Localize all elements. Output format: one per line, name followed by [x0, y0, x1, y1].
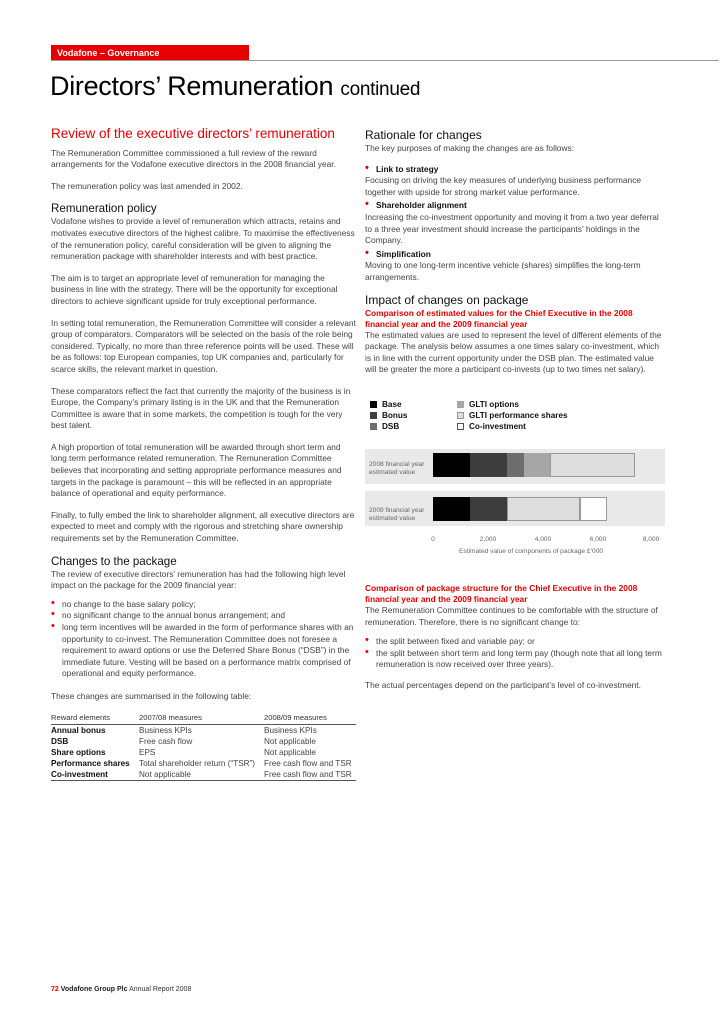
- page-footer: [51, 986, 191, 993]
- paragraph: The actual percentages depend on the participant’s level of co-investment.: [365, 679, 641, 690]
- paragraph: Finally, to fully embed the link to shareholder alignment, all executive directors are expected to meet and comply with the rigorous and stretching share ownership requirements set by the Remuneration Committee.: [51, 509, 355, 544]
- legend-item-glti-options: [457, 399, 519, 410]
- reason-title: • Link to strategy: [365, 164, 667, 176]
- legend-swatch: [370, 412, 377, 419]
- bar-segment-glti-performance-shares: [507, 497, 581, 521]
- measures-table: [51, 712, 356, 782]
- structure-heading: Comparison of package structure for the Chief Executive in the 2008 financial year and the 2009 financial year: [365, 583, 638, 604]
- table-cell: Annual bonus: [51, 726, 106, 736]
- page-title: [50, 71, 420, 102]
- bar-segment-co-investment: [580, 497, 607, 521]
- paragraph: The remuneration policy was last amended in 2002.: [51, 180, 243, 191]
- legend-swatch: [457, 401, 464, 408]
- x-tick-label: 4,000: [534, 536, 552, 543]
- paragraph: These changes are summarised in the following table:: [51, 690, 252, 701]
- legend-label: DSB: [382, 422, 400, 431]
- legend-label: Co-investment: [469, 422, 526, 431]
- table-cell: Performance shares: [51, 759, 130, 769]
- x-tick-label: 6,000: [589, 536, 607, 543]
- legend-label: GLTI performance shares: [469, 411, 568, 420]
- changes-list: [51, 599, 356, 680]
- right-column: [365, 129, 667, 386]
- footer-report: Annual Report 2008: [129, 986, 192, 993]
- bar-segment-base: [433, 453, 470, 477]
- right-column-lower: [365, 583, 667, 702]
- table-row: [51, 769, 356, 781]
- table-header-row: [51, 712, 356, 725]
- bar-segment-base: [433, 497, 470, 521]
- table-cell: Business KPIs: [264, 726, 317, 736]
- table-cell: Free cash flow and TSR: [264, 770, 352, 780]
- page-number: 72: [51, 986, 59, 993]
- paragraph: Vodafone wishes to provide a level of remuneration which attracts, retains and motivates executive directors of the highest calibre. To maximise the effectiveness of the remuneration policy, careful consideration will be given to aligning the remuneration package with shareholder interests and with best practice.: [51, 216, 355, 262]
- list-item: • no change to the base salary policy;: [51, 599, 356, 611]
- table-cell: Share options: [51, 748, 106, 758]
- list-item: • the split between fixed and variable pay; or: [365, 636, 667, 648]
- paragraph: These comparators reflect the fact that currently the majority of the business is in Europe, the Company’s primary listing is in the UK and that the Remuneration Committee is aware that in some markets, the competition is tough for the very best talent.: [51, 385, 351, 431]
- table-cell: Co-investment: [51, 770, 108, 780]
- bar-segment-dsb: [507, 453, 525, 477]
- bar-segment-bonus: [470, 453, 507, 477]
- table-row: [51, 758, 356, 769]
- footer-company: Vodafone Group Plc: [60, 986, 128, 993]
- legend-item-base: [370, 399, 402, 410]
- review-heading: Review of the executive directors’ remuneration: [51, 126, 335, 141]
- policy-heading: Remuneration policy: [51, 202, 157, 216]
- paragraph: In setting total remuneration, the Remuneration Committee will consider a relevant group of comparators. Comparators will be selected on the basis of the role being considered. Typically, no more than three reference points will be used. These will be as follows: top European companies, top UK companies and, particularly for scarce skills, the relevant market in question.: [51, 317, 356, 374]
- table-header: Reward elements: [51, 712, 139, 725]
- legend-item-dsb: [370, 421, 399, 432]
- legend-label: GLTI options: [469, 400, 519, 409]
- table-cell: Free cash flow: [139, 737, 193, 747]
- list-item: • no significant change to the annual bonus arrangement; and: [51, 610, 356, 622]
- paragraph: The Remuneration Committee commissioned a full review of the reward arrangements for the Vodafone executive directors in the 2008 financial year.: [51, 147, 336, 170]
- legend-label: Base: [382, 400, 402, 409]
- legend-swatch: [370, 423, 377, 430]
- bar-segment-bonus: [470, 497, 507, 521]
- list-item: • long term incentives will be awarded in the form of performance shares with an opportunity to co-invest. The Remuneration Committee does not foresee a requirement to award options or use the Deferred Share Bonus (“DSB”) in the immediate future. Vesting will be based on a performance matrix comprised of operational and equity performance.: [51, 622, 356, 680]
- paragraph: The aim is to target an appropriate level of remuneration for managing the business in line with the strategy. There will be the opportunity for exceptional directors to achieve significant upside for truly exceptional performance.: [51, 272, 338, 306]
- page-title-main: Directors’ Remuneration: [50, 71, 334, 101]
- table-cell: Business KPIs: [139, 726, 192, 736]
- comparison-values-heading: Comparison of estimated values for the Chief Executive in the 2008 financial year and the 2009 financial year: [365, 307, 633, 329]
- table-cell: Not applicable: [139, 770, 191, 780]
- table-row: [51, 725, 356, 737]
- paragraph: The key purposes of making the changes are as follows:: [365, 143, 575, 153]
- rationale-heading: Rationale for changes: [365, 128, 482, 142]
- paragraph: The review of executive directors’ remuneration has had the following high level impact on the package for the 2009 financial year:: [51, 568, 346, 591]
- legend-swatch: [370, 401, 377, 408]
- x-axis-label: Estimated value of components of package £’000: [459, 548, 604, 555]
- left-column: [51, 128, 356, 781]
- changes-heading: Changes to the package: [51, 554, 177, 568]
- page-title-suffix: continued: [340, 79, 421, 100]
- table-header: 2007/08 measures: [139, 712, 264, 725]
- table-header: 2008/09 measures: [264, 712, 356, 725]
- table-row: [51, 747, 356, 758]
- paragraph: The Remuneration Committee continues to be comfortable with the structure of remuneration. Therefore, there is no significant change to:: [365, 605, 658, 627]
- table-cell: Not applicable: [264, 737, 316, 747]
- bar-segment-glti-performance-shares: [550, 453, 634, 477]
- x-tick-label: 2,000: [479, 536, 497, 543]
- table-cell: EPS: [139, 748, 156, 758]
- table-cell: Free cash flow and TSR: [264, 759, 352, 769]
- structure-list: [365, 636, 667, 671]
- legend-item-co-investment: [457, 421, 526, 432]
- list-item: • the split between short term and long term pay (though note that all long term remuneration is now received over three years).: [365, 648, 667, 671]
- x-tick-label: 8,000: [642, 536, 660, 543]
- impact-heading: Impact of changes on package: [365, 292, 529, 307]
- reason-text: Focusing on driving the key measures of underlying business performance together with upside for strong market value performance.: [365, 175, 642, 197]
- category-label: 2008 financial year estimated value: [369, 461, 425, 476]
- x-tick-label: 0: [431, 536, 435, 543]
- legend-swatch: [457, 423, 464, 430]
- section-tag: Vodafone – Governance: [51, 45, 249, 61]
- legend-label: Bonus: [382, 411, 408, 420]
- legend-swatch: [457, 412, 464, 419]
- legend-item-glti-performance-shares: [457, 410, 568, 421]
- paragraph: A high proportion of total remuneration will be awarded through short term and long term performance related remuneration. The Remuneration Committee believes that incorporating and setting appropriate performance measures and targets in the package is paramount – this will be reflected in an appropriate balance of operational and equity performance.: [51, 441, 342, 499]
- package-value-chart: [365, 449, 670, 559]
- paragraph: The estimated values are used to represent the level of different elements of the package. The analysis below assumes a one times salary co-investment, which is in line with the current opportunity under the DSB plan. The estimated value will be greater the more a participant co-invests (up to two times net salary).: [365, 329, 662, 375]
- reason-title: • Shareholder alignment: [365, 200, 667, 212]
- reason-text: Increasing the co-investment opportunity and moving it from a two year deferral to a three year investment should increase the participants’ holdings in the Company.: [365, 211, 659, 246]
- table-cell: Total shareholder return (“TSR”): [139, 759, 256, 769]
- table-row: [51, 736, 356, 747]
- table-cell: DSB: [51, 737, 69, 747]
- reason-text: Moving to one long-term incentive vehicle (shares) simplifies the long-term arrangements.: [365, 260, 641, 282]
- category-label: 2009 financial year estimated value: [369, 507, 425, 522]
- reason-title: • Simplification: [365, 249, 667, 261]
- bar-segment-glti-options: [524, 453, 550, 477]
- legend-item-bonus: [370, 410, 407, 421]
- header-rule: [51, 60, 719, 61]
- table-cell: Not applicable: [264, 748, 316, 758]
